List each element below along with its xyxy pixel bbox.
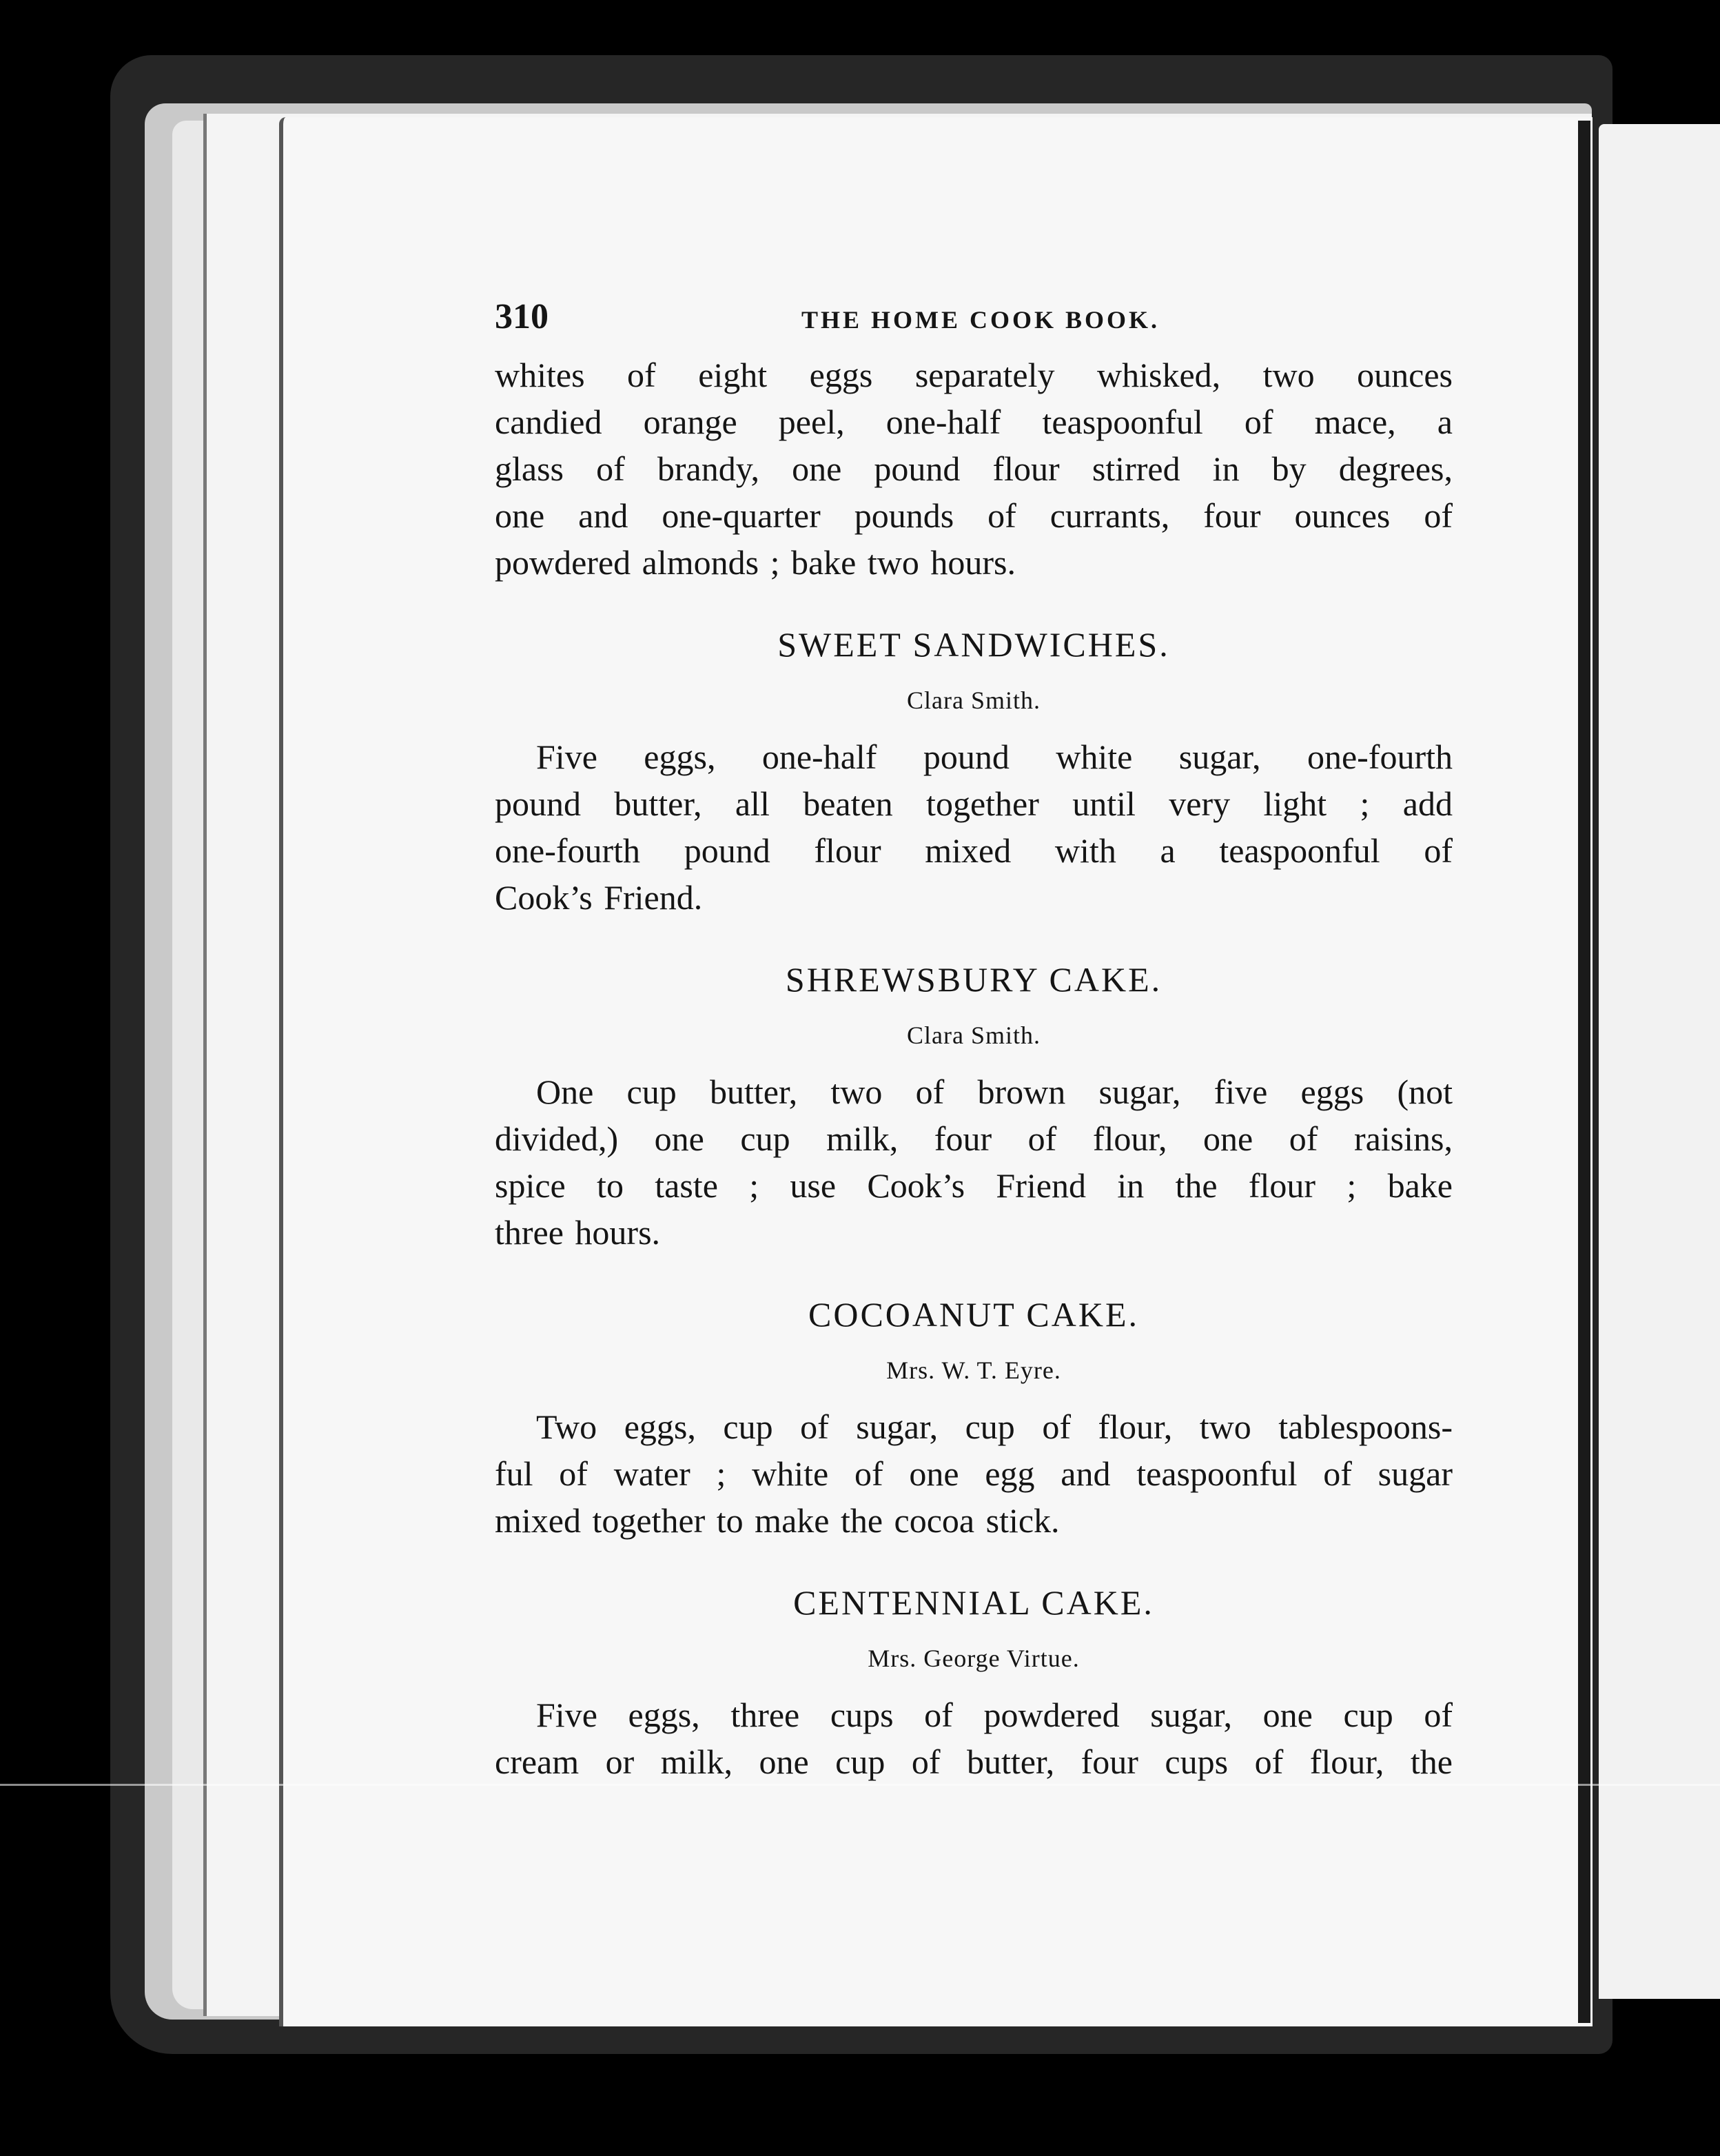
text-line: Five eggs, three cups of powdered sugar, one cup of <box>536 1696 1453 1734</box>
text-line: mixed together to make the cocoa stick. <box>495 1501 1060 1540</box>
page-text-block <box>495 296 1453 1785</box>
recipe-title: SHREWSBURY CAKE. <box>785 960 1163 999</box>
text-line: ful of water ; white of one egg and teaspoonful of sugar <box>495 1454 1453 1493</box>
recipe-title: COCOANUT CAKE. <box>808 1295 1139 1334</box>
text-line: candied orange peel, one-half teaspoonful of mace, a <box>495 403 1453 441</box>
recipe-author: Clara Smith. <box>907 687 1041 714</box>
text-line: one-fourth pound flour mixed with a teaspoonful of <box>495 831 1453 870</box>
text-line: divided,) one cup milk, four of flour, one of raisins, <box>495 1119 1453 1158</box>
recipe-title: CENTENNIAL CAKE. <box>793 1583 1154 1622</box>
text-line: cream or milk, one cup of butter, four cups of flour, the <box>495 1742 1453 1781</box>
text-line: glass of brandy, one pound flour stirred in by degrees, <box>495 449 1453 488</box>
recipe-title: SWEET SANDWICHES. <box>777 625 1170 664</box>
text-line: One cup butter, two of brown sugar, five eggs (not <box>536 1072 1453 1111</box>
text-line: pound butter, all beaten together until very light ; add <box>495 784 1453 823</box>
recipe-paragraph <box>495 1691 1453 1785</box>
text-line: whites of eight eggs separately whisked, two ounces <box>495 356 1453 394</box>
recipe-paragraph <box>495 1068 1453 1256</box>
page-number: 310 <box>495 297 549 336</box>
text-line: spice to taste ; use Cook’s Friend in the flour ; bake <box>495 1166 1453 1205</box>
recipe-paragraph <box>495 733 1453 921</box>
text-line: Cook’s Friend. <box>495 878 703 917</box>
recipe-author: Mrs. W. T. Eyre. <box>886 1356 1061 1384</box>
continuation-paragraph <box>495 352 1453 586</box>
running-head <box>495 296 1453 352</box>
text-line: Five eggs, one-half pound white sugar, one-fourth <box>536 738 1453 776</box>
text-line: powdered almonds ; bake two hours. <box>495 543 1016 582</box>
text-line: three hours. <box>495 1213 661 1252</box>
text-line: Two eggs, cup of sugar, cup of flour, two tablespoons- <box>536 1407 1453 1446</box>
recipe-author: Mrs. George Virtue. <box>868 1645 1080 1672</box>
book-title: THE HOME COOK BOOK. <box>801 306 1160 334</box>
recipe-author: Clara Smith. <box>907 1021 1041 1049</box>
recipe-paragraph <box>495 1403 1453 1544</box>
facing-page-edge <box>1599 124 1720 1999</box>
book-gutter <box>1578 121 1590 2023</box>
text-line: one and one-quarter pounds of currants, four ounces of <box>495 496 1453 535</box>
